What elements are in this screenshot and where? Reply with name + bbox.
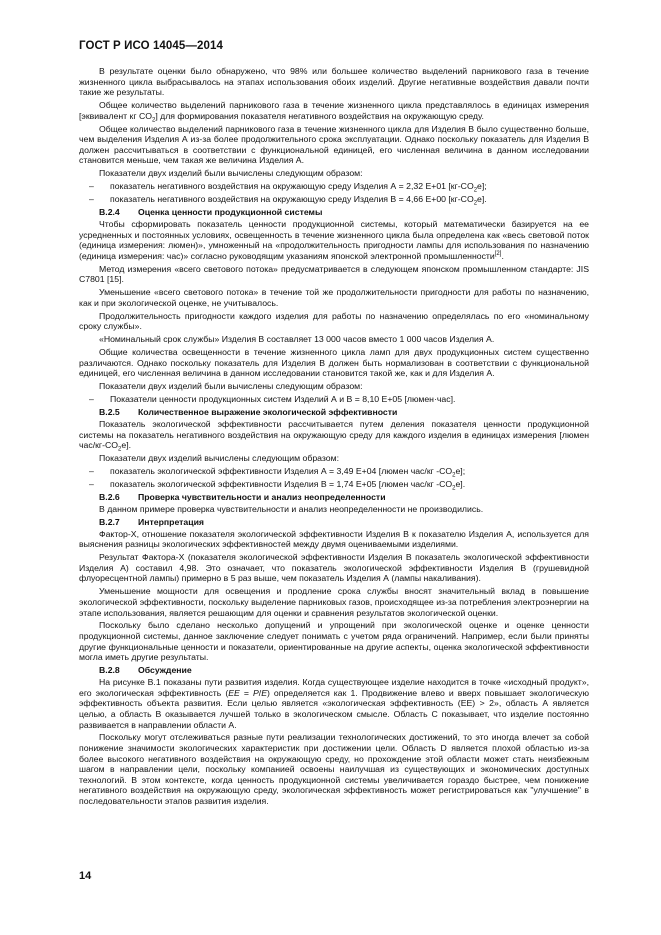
section-title: Проверка чувствительности и анализ неопределенности [138,491,386,502]
list-item-text: показатель негативного воздействия на окружающую среду Изделия А = 2,32 Е+01 $[кг-CO_2e]$; [110,181,487,194]
paragraph: Показатели двух изделий были вычислены следующим образом: [99,381,363,392]
section-number: В.2.4 [99,206,120,217]
list-item-text: показатель экологической эффективности Изделия А = 3,49 Е+04 [люмен час/кг $-CO_2e$]; [110,465,466,479]
paragraph: Результат Фактора-Х (показателя экологической эффективности Изделия В показатель экологической эффективности Изделия А) составил 4,98. Это означает, что показатель экологической эффективности Изделия В (грушевидной флуоресцентной лампы) примерно в 5 раз выше, чем показатель Изделия А (лампы накаливания). [79,552,589,584]
list-item [79,181,589,192]
paragraph: Общее количество выделений парникового газа в течение жизненного цикла представлялось в единицах измерения [эквивалент кг $CO_2$] для формирования показателя негативного воздействия на окружающую среду. [79,100,589,124]
list-item [79,394,589,405]
paragraph: В результате оценки было обнаружено, что 98% или большее количество выделений парникового газа в течение жизненного цикла выбрасывалось на этапах использования обоих изделий. Другие негативные воздействия давали почти такие же результаты. [79,66,589,98]
section-title: Обсуждение [138,665,192,676]
list-dash: – [89,478,94,489]
list-item [79,466,589,477]
list-dash: – [89,181,94,192]
paragraph: Поскольку могут отслеживаться разные пути реализации технологических достижений, то это иногда влечет за собой понижение значимости экологических характеристик при достижении цели. Область D является плохой областью из-за более высокого негативного воздействия на окружающую среду, но прохождение этой области может стать неизбежным шагом в направлении цели, поскольку компанией освоены наилучшая из существующих и экономических доступных технологий. В этом контексте, когда ценность продукционной системы увеличивается гораздо быстрее, чем понижение негативного воздействия на окружающую среду, экологическая эффективность может регистрироваться как "улучшение" в последовательности этапов развития изделия. [79,732,589,807]
paragraph: Показатель экологической эффективности рассчитывается путем деления показателя ценности продукционной системы на показатель негативного воздействия на окружающую среду для каждого изделия в единицах измерения [люмен час/$кг-CO_2e$]. [79,418,589,453]
paragraph: Чтобы сформировать показатель ценности продукционной системы, который математически базируется на ее усредненных и постоянных условиях, освещенность в течение жизненного цикла была определена как «весь световой поток (единица измерения: люмен)», умноженный на «продолжительность пригодности лампы для использования по назначению (единица измерения: час)» согласно руководящим указаниям японской электронной промышленности[2]. [79,219,589,261]
list-dash: – [89,393,94,404]
section-heading [99,407,589,418]
list-dash: – [89,465,94,476]
section-number: В.2.8 [99,665,120,676]
list-item-text: Показатели ценности продукционных систем Изделий А и В = 8,10 Е+05 [люмен·час]. [110,393,456,404]
section-title: Оценка ценности продукционной системы [138,206,323,217]
paragraph: На рисунке В.1 показаны пути развития изделия. Когда существующее изделие находится в точке «исходный продукт», его экологическая эффективность (ЕЕ = Р/Е) определяется как 1. Продвижение влево и вверх повышает экологическую эффективность объекта развития. Если целью является «экологическая эффективность (ЕЕ) > 2», область А является целью, а область В оказывается лучшей только в экологическом смысле. Область С показывает, что изделие постоянно развивается в направлении области А. [79,677,589,730]
page-number: 14 [79,870,92,882]
section-heading [99,207,589,218]
section-number: В.2.7 [99,516,120,527]
paragraph: Общие количества освещенности в течение жизненного цикла ламп для двух продукционных систем существенно различаются. Однако поскольку показатель для Изделия В должен быть нормализован в соответствии с функциональной единицей, его численная величина в данном исследовании становится такой же, как и для Изделия А. [79,347,589,379]
list-item [79,479,589,490]
section-number: В.2.6 [99,491,120,502]
section-title: Количественное выражение экологической эффективности [138,406,398,417]
paragraph: Общее количество выделений парникового газа в течение жизненного цикла для Изделия В было существенно больше, чем выделения Изделия А из-за более продолжительного срока эксплуатации. Однако поскольку показатель для Изделия В должен рассчитываться в соответствии с функциональной единицей, его численная величина в данном исследовании становится меньше, чем такая же величина Изделия А. [79,123,589,166]
section-heading [99,517,589,528]
paragraph: Уменьшение «всего светового потока» в течение той же продолжительности пригодности для работы по назначению, как и при экологической оценке, не учитывалось. [79,287,589,308]
paragraph: Продолжительность пригодности каждого изделия для работы по назначению определялась по его «номинальному сроку службы». [79,310,589,332]
paragraph: Показатели двух изделий вычислены следующим образом: [99,453,340,464]
paragraph: В данном примере проверка чувствительности и анализ неопределенности не производились. [99,503,484,514]
section-heading [99,665,589,676]
paragraph: Уменьшение мощности для освещения и продление срока службы вносят значительный вклад в повышение экологической эффективности, поскольку выделение парниковых газов, происходящее из-за потребления электроэнергии на этапе использования, является решающим для оценки и сравнения результатов экологической оценки. [79,586,589,618]
paragraph: Фактор-Х, отношение показателя экологической эффективности Изделия В к показателю Изделия А, используется для выяснения разницы экологических эффективностей между двумя оцениваемыми изделиями. [79,528,589,550]
list-dash: – [89,194,94,205]
section-title: Интерпретация [138,516,204,527]
paragraph: Поскольку было сделано несколько допущений и упрощений при экологической оценке и оценке ценности продукционной системы, данное заключение следует понимать с учетом ряда ограничений. Например, если были приняты другие функциональные ценности и показатели, ориентированные на другие аспекты, оценка экологической эффективности могла иметь другие результаты. [79,620,589,663]
list-item [79,194,589,205]
list-item-text: показатель негативного воздействия на окружающую среду Изделия В = 4,66 Е+00 $[кг-CO_2e]$. [110,194,487,207]
paragraph: Метод измерения «всего светового потока» предусматривается в следующем японском промышленном стандарте: JIS C7801 [15]. [79,263,589,285]
paragraph: Показатели двух изделий были вычислены следующим образом: [99,168,363,179]
section-heading [99,492,589,503]
paragraph: «Номинальный срок службы» Изделия В составляет 13 000 часов вместо 1 000 часов Изделия А. [99,334,495,345]
section-number: В.2.5 [99,406,120,417]
document-header: ГОСТ Р ИСО 14045—2014 [79,40,224,52]
list-item-text: показатель экологической эффективности Изделия В = 1,74 Е+05 [люмен час/кг $-CO_2e$]. [110,478,466,492]
document-body [79,66,589,809]
